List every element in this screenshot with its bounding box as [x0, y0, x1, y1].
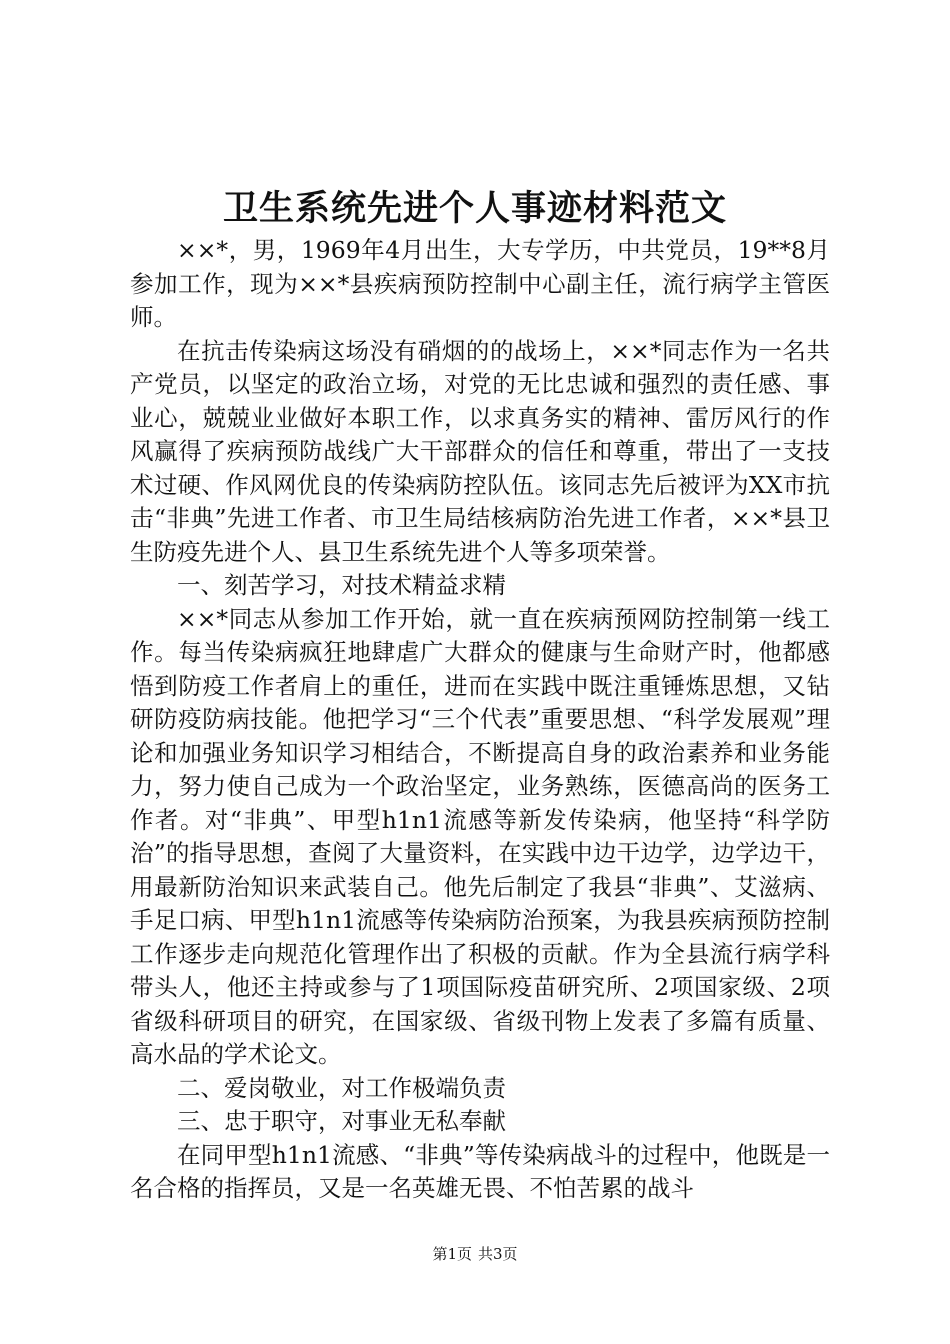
paragraph-summary: 在抗击传染病这场没有硝烟的的战场上，××*同志作为一名共产党员，以坚定的政治立场，对党的无比忠诚和强烈的责任感、事业心，兢兢业业做好本职工作，以求真务实的精神、雷厉风行的作风赢得了疾病预防战线广大干部群众的信任和尊重，带出了一支技术过硬、作风网优良的传染病防控队伍。该同志先后被评为XX市抗击“非典”先进工作者、市卫生局结核病防治先进工作者，××*县卫生防疫先进个人、县卫生系统先进个人等多项荣誉。: [130, 336, 830, 566]
section-heading-3: 三、忠于职守，对事业无私奉献: [177, 1107, 506, 1135]
page-footer: [0, 1244, 950, 1264]
document-title: 卫生系统先进个人事迹材料范文: [222, 188, 727, 229]
document-body: [130, 234, 830, 1206]
section-heading-1: 一、刻苦学习，对技术精益求精: [177, 571, 506, 599]
paragraph-section-1: ××*同志从参加工作开始，就一直在疾病预网防控制第一线工作。每当传染病疯狂地肆虐广大群众的健康与生命财产时，他都感悟到防疫工作者肩上的重任，进而在实践中既注重锤炼思想，又钻研防疫防病技能。他把学习“三个代表”重要思想、“科学发展观”理论和加强业务知识学习相结合，不断提高自身的政治素养和业务能力，努力使自己成为一个政治坚定，业务熟练，医德高尚的医务工作者。对“非典”、甲型h1n1流感等新发传染病，他坚持“科学防治”的指导思想，查阅了大量资料，在实践中边干边学，边学边干，用最新防治知识来武装自己。他先后制定了我县“非典”、艾滋病、手足口病、甲型h1n1流感等传染病防治预案，为我县疾病预防控制工作逐步走向规范化管理作出了积极的贡献。作为全县流行病学科带头人，他还主持或参与了1项国际疫苗研究所、2项国家级、2项省级科研项目的研究，在国家级、省级刊物上发表了多篇有质量、高水品的学术论文。: [130, 604, 830, 1068]
section-heading-2: 二、爱岗敬业，对工作极端负责: [177, 1073, 506, 1102]
page-number: 第1页: [432, 1245, 472, 1263]
page-total: 共3页: [478, 1245, 518, 1263]
paragraph-intro: ××*，男，1969年4月出生，大专学历，中共党员，19**8月参加工作，现为××*县疾病预防控制中心副主任，流行病学主管医师。: [130, 236, 830, 331]
paragraph-section-3: 在同甲型h1n1流感、“非典”等传染病战斗的过程中，他既是一名合格的指挥员，又是一名英雄无畏、不怕苦累的战斗: [130, 1140, 830, 1202]
